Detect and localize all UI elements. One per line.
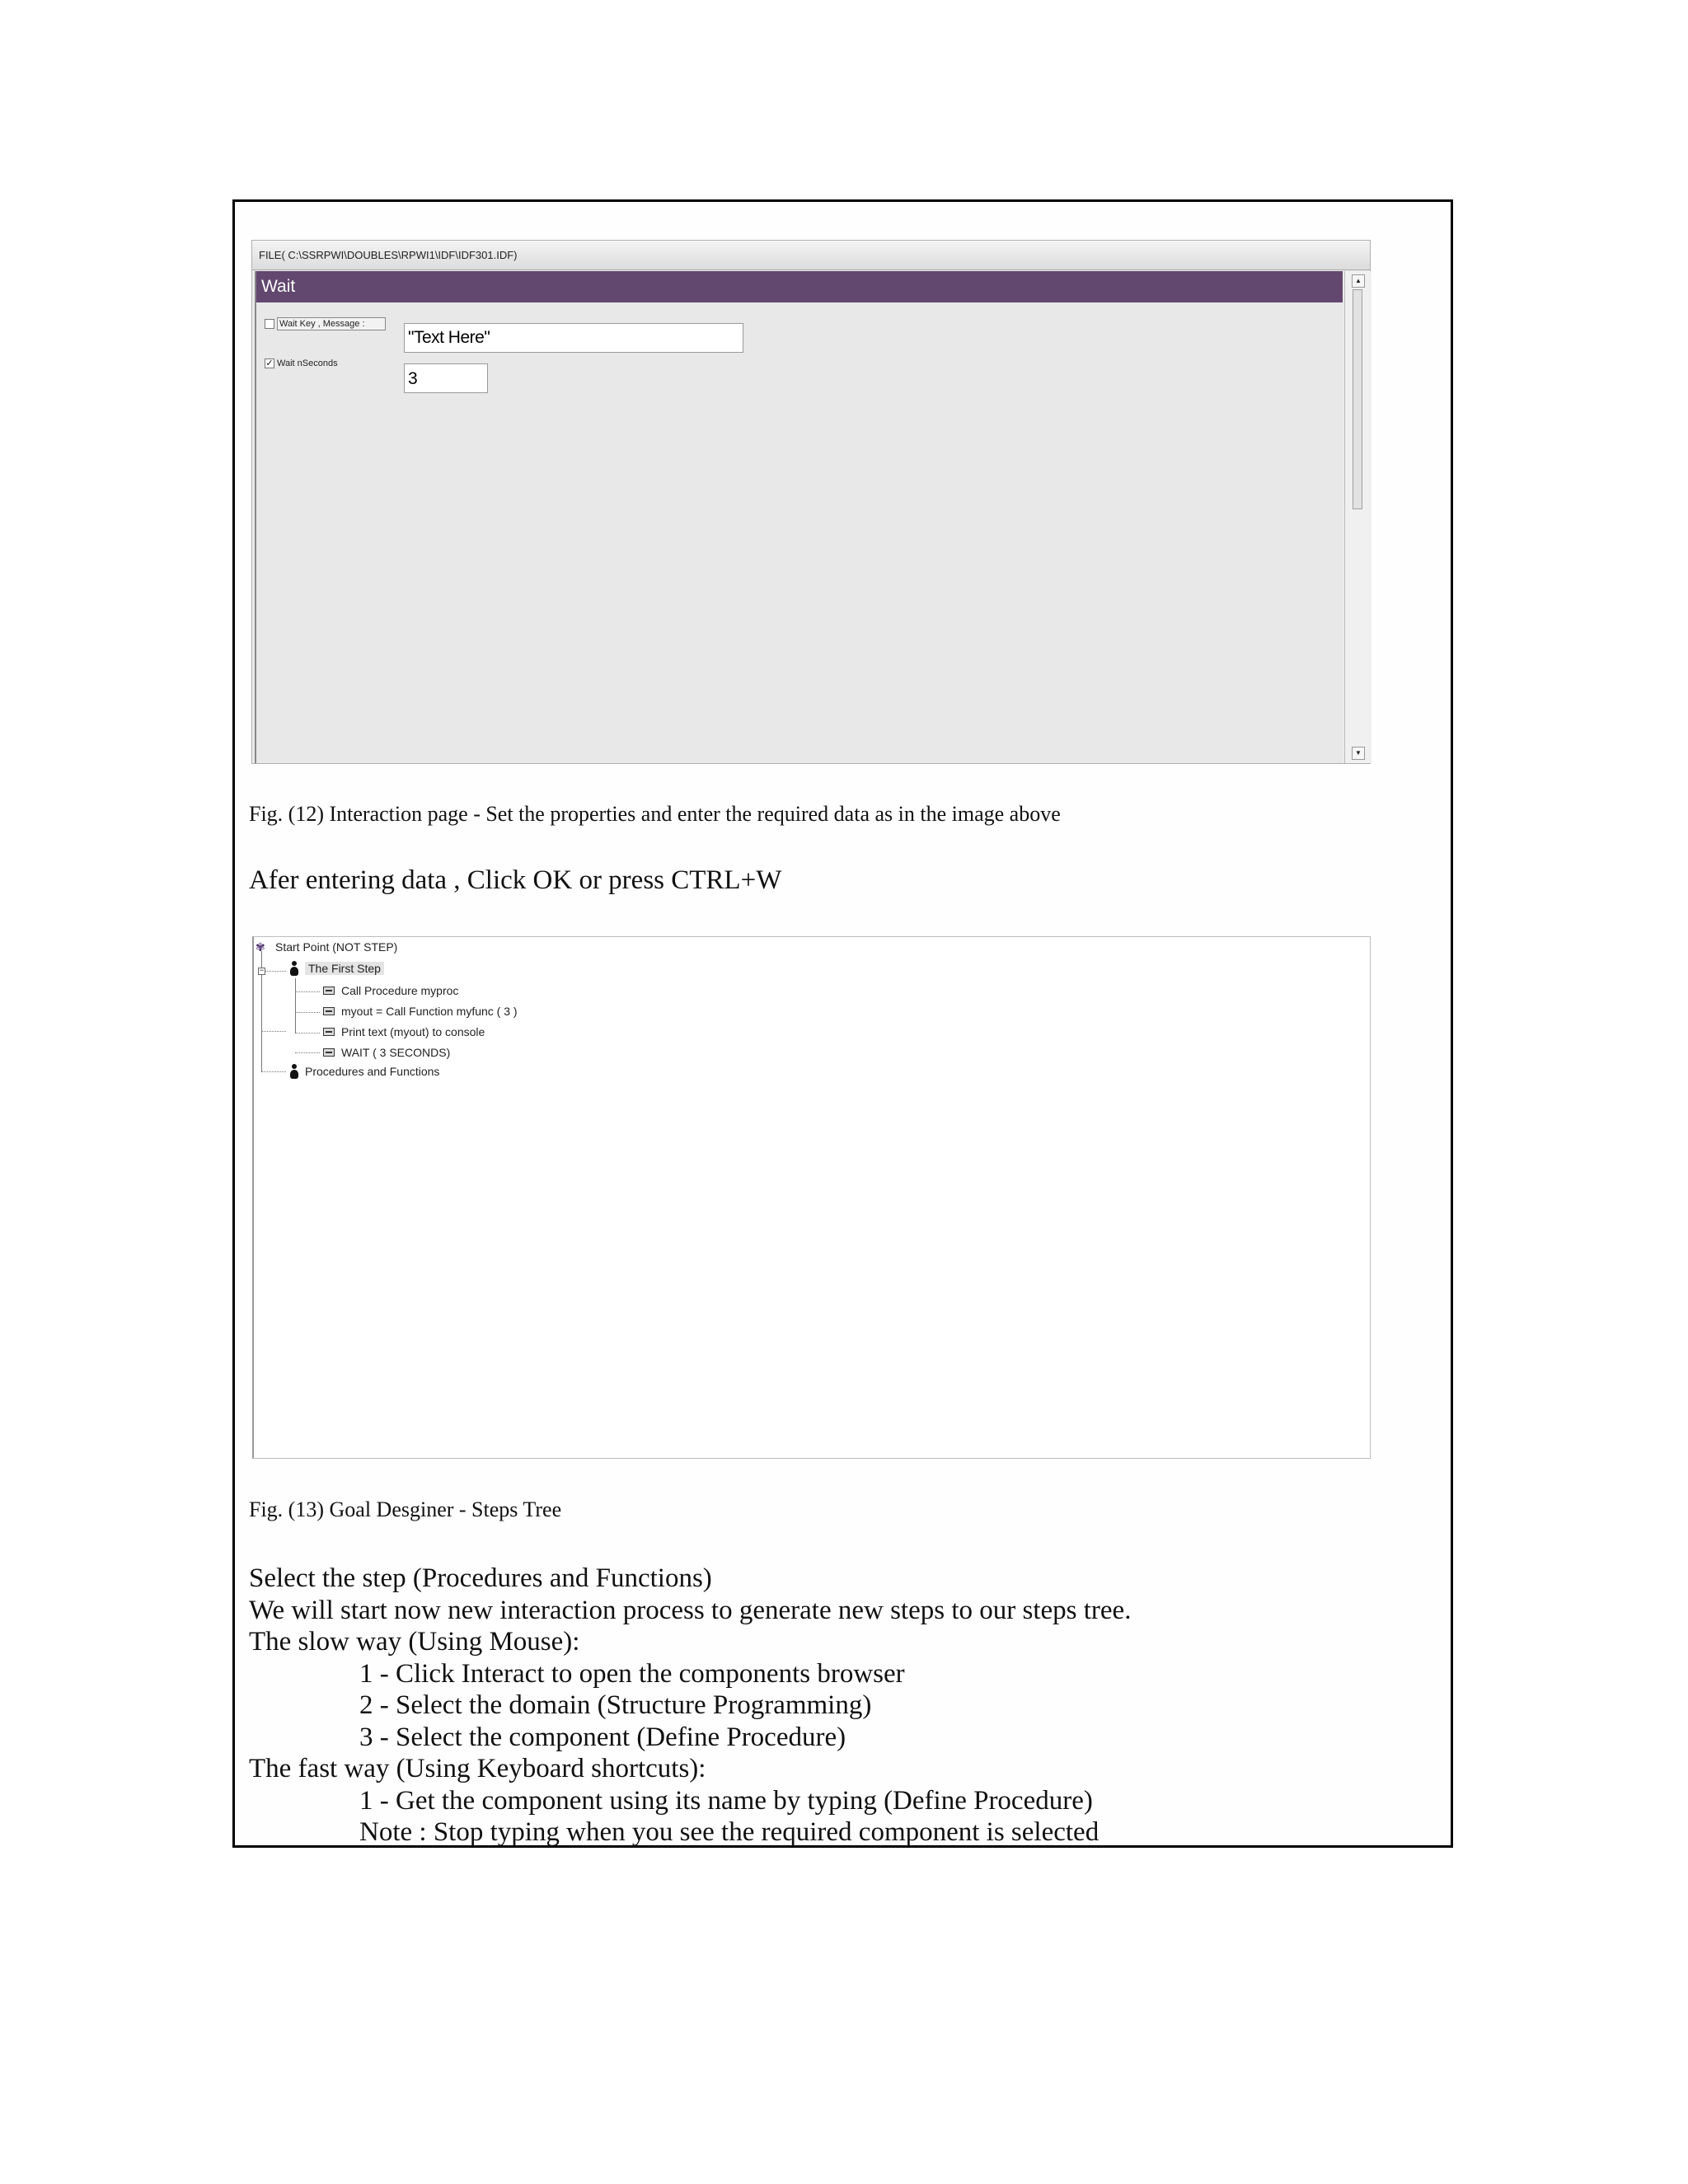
tree-node-label: Print text (myout) to console: [341, 1025, 485, 1038]
slow-step: 1 - Click Interact to open the components browser: [359, 1658, 905, 1689]
slow-step: 2 - Select the domain (Structure Programming): [359, 1690, 872, 1720]
seconds-input[interactable]: 3: [404, 363, 488, 393]
tree-node-label: WAIT ( 3 SECONDS): [341, 1046, 451, 1059]
fast-way-heading: The fast way (Using Keyboard shortcuts):: [249, 1754, 706, 1783]
tree-root-start-point[interactable]: [256, 940, 397, 954]
tree-node-first-step[interactable]: [290, 961, 384, 976]
tree-node-procedures-functions[interactable]: [290, 1064, 439, 1079]
tree-connector: [261, 974, 262, 1071]
step-icon: [290, 1064, 298, 1079]
command-icon: [323, 1028, 335, 1036]
tree-connector: [295, 991, 320, 992]
tree-connector: [295, 1052, 320, 1053]
instruction-line: Select the step (Procedures and Functions): [249, 1563, 712, 1593]
after-entering-text: Afer entering data , Click OK or press CTRL+W: [249, 865, 782, 895]
message-input[interactable]: "Text Here": [404, 323, 743, 353]
slow-way-heading: The slow way (Using Mouse):: [249, 1627, 580, 1657]
start-point-icon: ✾: [256, 940, 265, 954]
command-icon: [323, 987, 335, 995]
fast-step-note: Note : Stop typing when you see the required component is selected: [359, 1817, 1100, 1847]
wait-seconds-option[interactable]: [265, 359, 338, 368]
tree-node-label: Start Point (NOT STEP): [275, 940, 398, 954]
tree-node-label: Procedures and Functions: [305, 1065, 440, 1078]
tree-node-command[interactable]: [323, 1025, 485, 1038]
command-icon: [323, 1007, 335, 1015]
figure-12-caption: Fig. (12) Interaction page - Set the properties and enter the required data as in the image above: [249, 802, 1061, 826]
wait-key-label: Wait Key , Message :: [277, 317, 386, 330]
wait-seconds-label: Wait nSeconds: [277, 359, 338, 368]
scroll-thumb[interactable]: [1353, 289, 1362, 509]
instructions-text: [249, 1563, 1131, 1849]
slow-step: 3 - Select the component (Define Procedure): [359, 1722, 846, 1752]
tree-connector: [261, 1031, 286, 1032]
tree-node-label: Call Procedure myproc: [341, 984, 459, 997]
wait-key-checkbox[interactable]: [265, 319, 274, 329]
figure-13-caption: Fig. (13) Goal Desginer - Steps Tree: [249, 1497, 562, 1521]
tree-node-command[interactable]: [323, 1005, 518, 1018]
vertical-scrollbar[interactable]: [1344, 271, 1372, 763]
tree-connector: [261, 1071, 286, 1072]
step-icon: [290, 961, 298, 976]
command-icon: [323, 1048, 335, 1057]
collapse-icon[interactable]: −: [259, 967, 265, 975]
scroll-down-icon[interactable]: ▼: [1352, 747, 1365, 760]
wait-key-option[interactable]: [265, 317, 386, 330]
window-title: Wait: [256, 271, 1343, 302]
tree-node-label: The First Step: [305, 962, 384, 975]
tree-connector: [295, 1012, 320, 1013]
tree-connector: [295, 978, 296, 1033]
tree-node-command[interactable]: [323, 984, 458, 997]
scroll-up-icon[interactable]: ▲: [1352, 274, 1365, 288]
steps-tree-screenshot: [252, 936, 1371, 1459]
tree-node-command[interactable]: [323, 1046, 450, 1059]
wait-seconds-checkbox[interactable]: ✓: [265, 359, 274, 368]
file-path-bar: FILE( C:\SSRPWI\DOUBLES\RPWI1\IDF\IDF301.IDF): [252, 241, 1370, 270]
fast-step: 1 - Get the component using its name by typing (Define Procedure): [359, 1785, 1093, 1816]
wait-dialog-screenshot: [251, 240, 1371, 764]
tree-node-label: myout = Call Function myfunc ( 3 ): [341, 1005, 518, 1018]
wait-panel: [255, 271, 1343, 763]
instruction-line: We will start now new interaction process to generate new steps to our steps tree.: [249, 1595, 1132, 1625]
